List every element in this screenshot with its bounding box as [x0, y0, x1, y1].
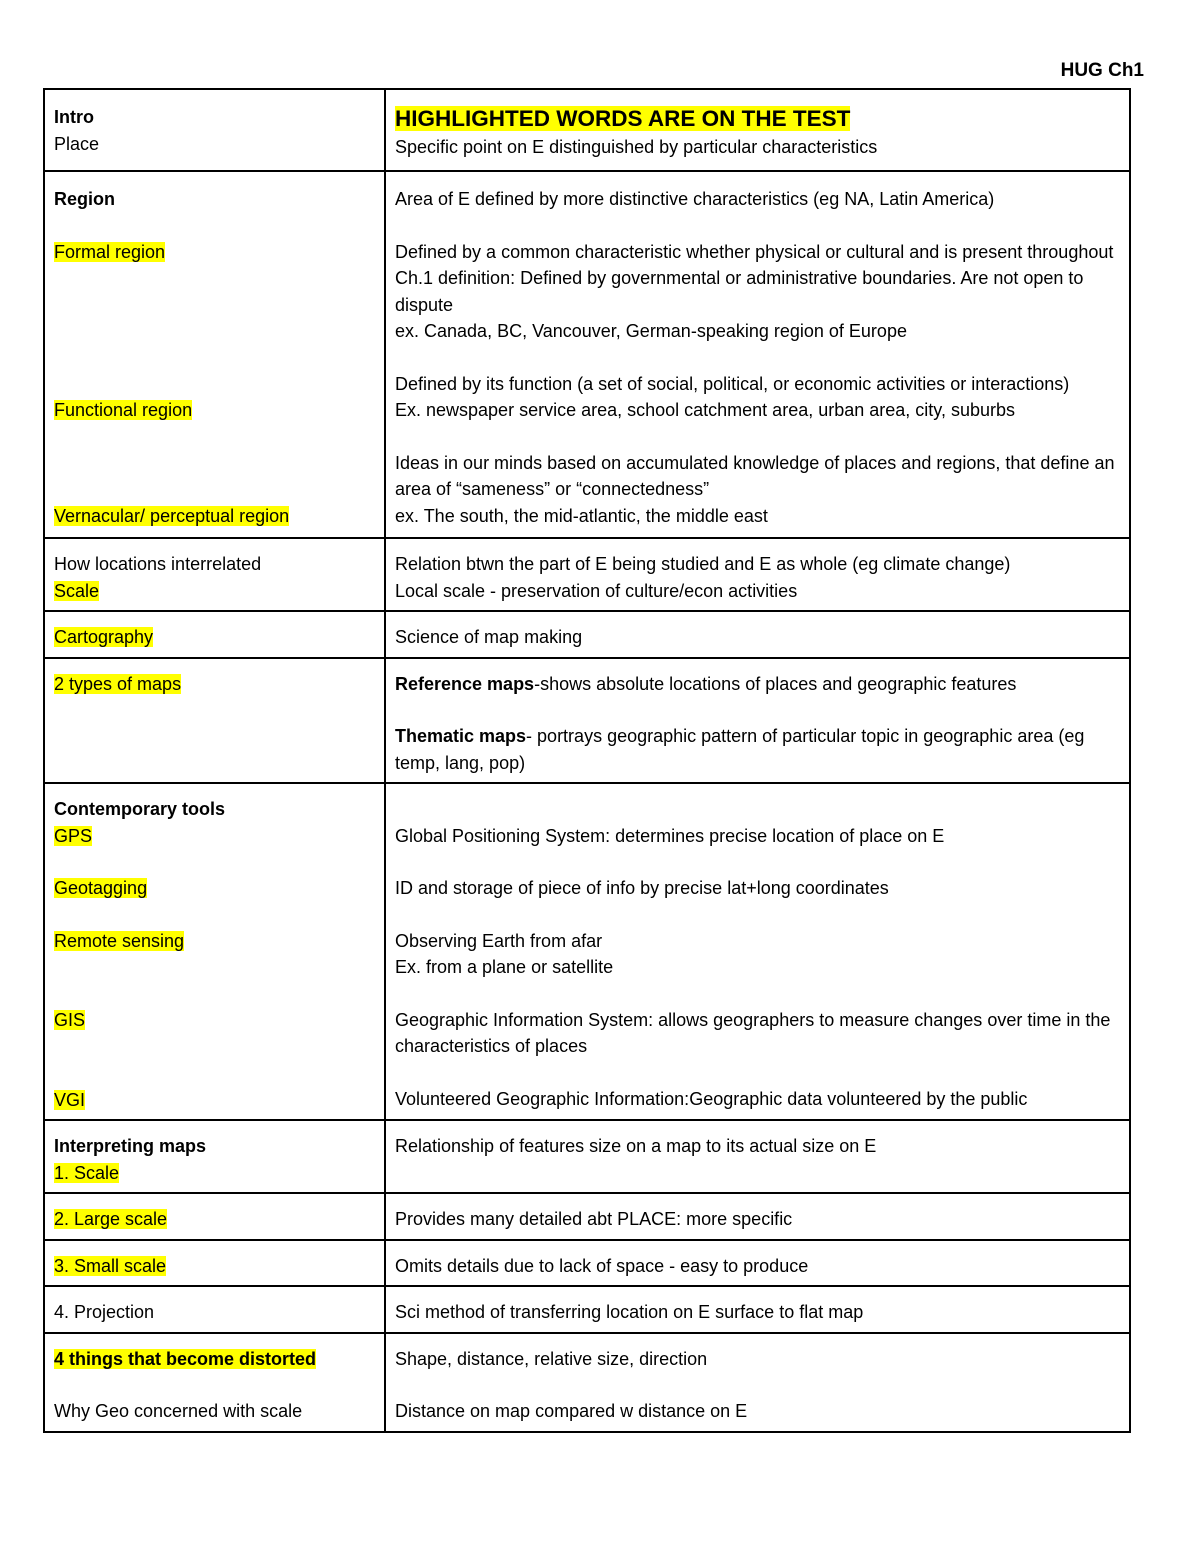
term-label: 4. Projection: [54, 1302, 155, 1322]
definition-text: Area of E defined by more distinctive characteristics (eg NA, Latin America): [395, 189, 995, 209]
term-label: Cartography: [54, 627, 154, 647]
table-row: [44, 611, 1130, 658]
definition-text: Ex. newspaper service area, school catchment area, urban area, city, suburbs: [395, 400, 1015, 420]
term-cell: [44, 1286, 385, 1333]
definition-text: Observing Earth from afar: [395, 930, 603, 951]
section-heading: Contemporary tools: [54, 799, 226, 819]
definition-text: Local scale - preservation of culture/econ activities: [395, 580, 798, 601]
definition-cell: [385, 1193, 1130, 1240]
term-cell: [44, 1240, 385, 1287]
table-row: [44, 89, 1130, 171]
definition-text: Omits details due to lack of space - easy to produce: [395, 1255, 809, 1276]
definition-text: Geographic Information System: allows geographers to measure changes over time in the characteristics of places: [395, 1009, 1111, 1056]
term-cell: [44, 1120, 385, 1193]
definition-text: Volunteered Geographic Information:Geographic data volunteered by the public: [395, 1088, 1028, 1109]
table-row: [44, 171, 1130, 538]
definition-text: Provides many detailed abt PLACE: more specific: [395, 1209, 793, 1229]
table-row: [44, 658, 1130, 784]
term-label: 4 things that become distorted: [54, 1348, 317, 1369]
term-label: GPS: [54, 825, 93, 846]
term-label: Vernacular/ perceptual region: [54, 505, 290, 526]
term-cell: [44, 658, 385, 784]
definition-term-bold: Thematic maps: [395, 726, 527, 746]
definition-cell: [385, 1240, 1130, 1287]
definition-text: Defined by a common characteristic whether physical or cultural and is present throughout: [395, 241, 1114, 262]
highlight-banner: HIGHLIGHTED WORDS ARE ON THE TEST: [395, 106, 851, 131]
table-row: [44, 1333, 1130, 1432]
term-label: Functional region: [54, 400, 193, 420]
term-cell: [44, 783, 385, 1120]
definition-text: -shows absolute locations of places and geographic features: [534, 673, 1017, 694]
section-heading: Interpreting maps: [54, 1136, 207, 1156]
definition-cell: [385, 1333, 1130, 1432]
definition-cell: [385, 1286, 1130, 1333]
definition-text: Science of map making: [395, 627, 583, 647]
term-label: Region: [54, 189, 115, 209]
definition-text: Ideas in our minds based on accumulated knowledge of places and regions, that define an area of “sameness” or “connectedness”: [395, 452, 1115, 499]
definition-cell: [385, 538, 1130, 611]
term-label: Geotagging: [54, 878, 148, 898]
definition-cell: [385, 658, 1130, 784]
section-heading: Intro: [54, 107, 94, 127]
term-cell: [44, 538, 385, 611]
table-row: [44, 538, 1130, 611]
term-label: 1. Scale: [54, 1162, 120, 1183]
page-header-title: HUG Ch1: [1060, 60, 1144, 81]
definition-text: Distance on map compared w distance on E: [395, 1401, 748, 1421]
definition-text: Relationship of features size on a map to its actual size on E: [395, 1136, 877, 1156]
notes-table: [43, 88, 1131, 1433]
definition-cell: [385, 783, 1130, 1120]
term-label: Remote sensing: [54, 930, 185, 951]
table-row: [44, 1286, 1130, 1333]
definition-cell: [385, 1120, 1130, 1193]
term-label: Formal region: [54, 241, 166, 262]
term-cell: [44, 1333, 385, 1432]
definition-text: Relation btwn the part of E being studied and E as whole (eg climate change): [395, 554, 1011, 574]
term-cell: [44, 1193, 385, 1240]
definition-text: Global Positioning System: determines precise location of place on E: [395, 825, 945, 846]
term-label: VGI: [54, 1089, 86, 1110]
definition-text: Ch.1 definition: Defined by governmental or administrative boundaries. Are not open to dispute: [395, 268, 1084, 315]
definition-text: Defined by its function (a set of social, political, or economic activities or interactions): [395, 373, 1070, 394]
term-cell: [44, 171, 385, 538]
term-label: Why Geo concerned with scale: [54, 1401, 303, 1421]
definition-text: Ex. from a plane or satellite: [395, 957, 614, 977]
table-row: [44, 1193, 1130, 1240]
term-cell: [44, 89, 385, 171]
definition-text: Shape, distance, relative size, direction: [395, 1348, 708, 1369]
definition-text: - portrays geographic pattern of particular topic in geographic area (eg temp, lang, pop): [395, 726, 1085, 773]
table-row: [44, 1240, 1130, 1287]
term-label: Place: [54, 133, 100, 154]
table-row: [44, 783, 1130, 1120]
definition-cell: [385, 171, 1130, 538]
definition-cell: [385, 89, 1130, 171]
term-label: How locations interrelated: [54, 554, 262, 574]
definition-text: ID and storage of piece of info by precise lat+long coordinates: [395, 878, 889, 898]
term-label: 2 types of maps: [54, 673, 182, 694]
definition-text: Sci method of transferring location on E surface to flat map: [395, 1302, 864, 1322]
definition-text: ex. The south, the mid-atlantic, the middle east: [395, 505, 768, 526]
definition-text: Specific point on E distinguished by particular characteristics: [395, 137, 878, 157]
definition-text: ex. Canada, BC, Vancouver, German-speaking region of Europe: [395, 321, 907, 341]
definition-term-bold: Reference maps: [395, 673, 535, 694]
term-label: GIS: [54, 1010, 86, 1030]
term-label: 2. Large scale: [54, 1209, 168, 1229]
term-label: 3. Small scale: [54, 1255, 167, 1276]
term-label: Scale: [54, 580, 100, 601]
definition-cell: [385, 611, 1130, 658]
term-cell: [44, 611, 385, 658]
table-row: [44, 1120, 1130, 1193]
